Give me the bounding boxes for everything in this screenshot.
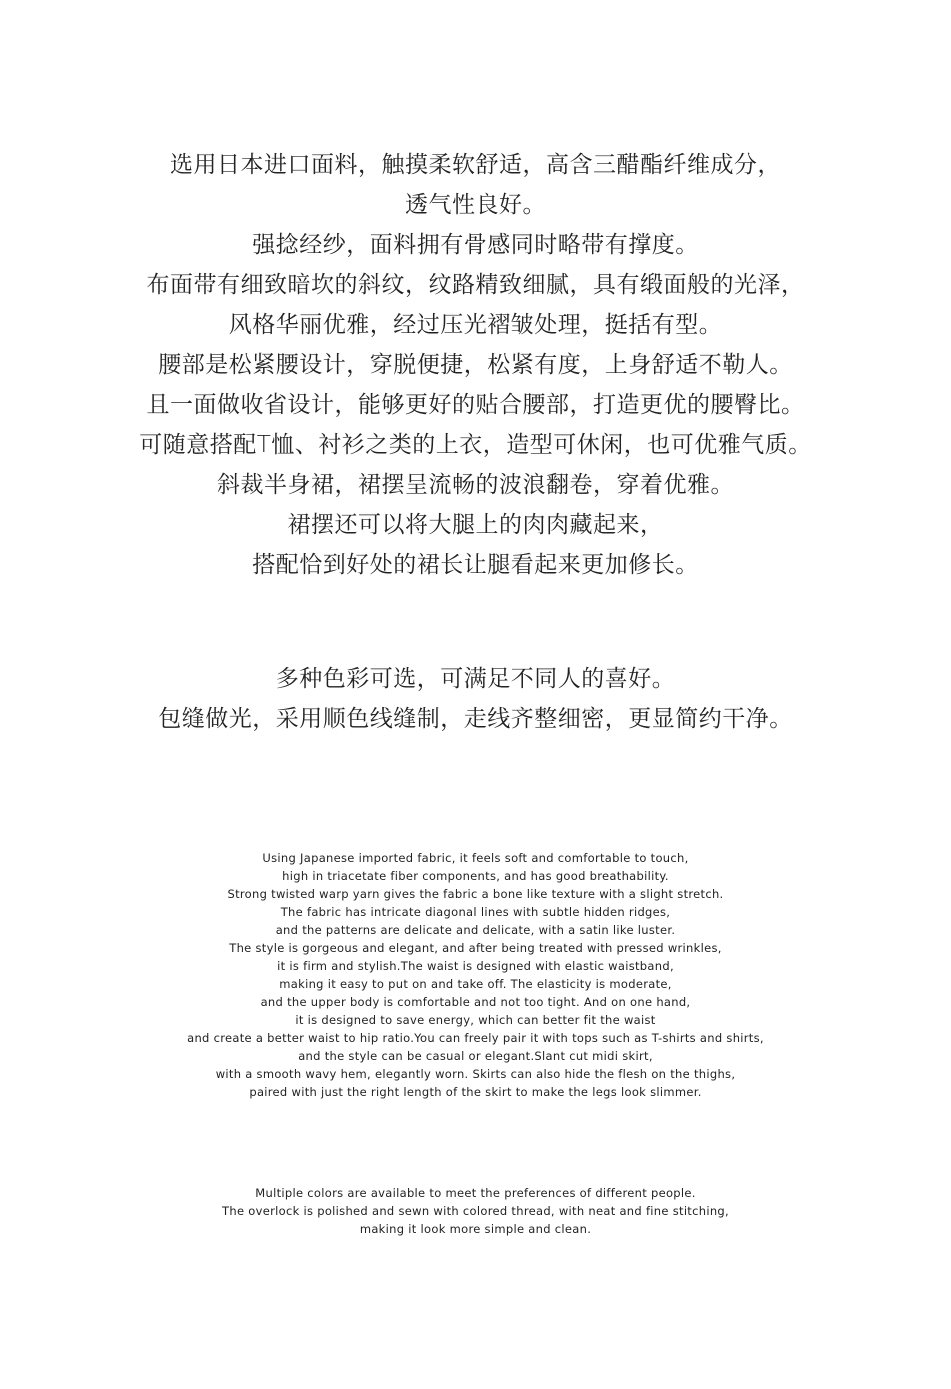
text-line: it is designed to save energy, which can better fit the waist [295, 1013, 656, 1027]
text-line: The style is gorgeous and elegant, and after being treated with pressed wrinkles, [229, 941, 722, 955]
text-line: and the upper body is comfortable and not too tight. And on one hand, [260, 995, 691, 1009]
text-line: 裙摆还可以将大腿上的肉肉藏起来， [287, 512, 664, 538]
text-line: high in triacetate fiber components, and has good breathability. [282, 869, 669, 883]
english-description-main [0, 849, 951, 1101]
text-line: it is firm and stylish.The waist is designed with elastic waistband, [277, 959, 674, 973]
text-line: The overlock is polished and sewn with colored thread, with neat and fine stitching, [222, 1204, 729, 1218]
text-line: Multiple colors are available to meet the preferences of different people. [255, 1186, 696, 1200]
text-line: 且一面做收省设计，能够更好的贴合腰部，打造更优的腰臀比。 [146, 392, 805, 418]
text-line: paired with just the right length of the skirt to make the legs look slimmer. [249, 1085, 702, 1099]
text-line: Strong twisted warp yarn gives the fabric a bone like texture with a slight stretch. [227, 887, 724, 901]
text-line: 多种色彩可选，可满足不同人的喜好。 [275, 666, 676, 692]
text-line: 可随意搭配T恤、衬衫之类的上衣，造型可休闲，也可优雅气质。 [139, 432, 812, 458]
text-line: 包缝做光，采用顺色线缝制，走线齐整细密，更显简约干净。 [158, 706, 793, 732]
text-line: 斜裁半身裙，裙摆呈流畅的波浪翻卷，穿着优雅。 [217, 472, 734, 498]
text-line: and the patterns are delicate and delicate, with a satin like luster. [275, 923, 676, 937]
chinese-description-main [0, 145, 951, 585]
text-line: 选用日本进口面料，触摸柔软舒适，高含三醋酯纤维成分， [170, 152, 781, 178]
text-line: 风格华丽优雅，经过压光褶皱处理，挺括有型。 [228, 312, 723, 338]
text-line: 搭配恰到好处的裙长让腿看起来更加修长。 [252, 552, 699, 578]
text-line: 透气性良好。 [405, 192, 546, 218]
text-line: 布面带有细致暗坎的斜纹，纹路精致细腻，具有缎面般的光泽， [146, 272, 805, 298]
text-line: with a smooth wavy hem, elegantly worn. Skirts can also hide the flesh on the thighs, [215, 1067, 736, 1081]
text-line: and the style can be casual or elegant.Slant cut midi skirt, [298, 1049, 653, 1063]
text-line: 腰部是松紧腰设计，穿脱便捷，松紧有度，上身舒适不勒人。 [158, 352, 793, 378]
text-line: making it look more simple and clean. [359, 1222, 592, 1236]
text-line: The fabric has intricate diagonal lines with subtle hidden ridges, [280, 905, 671, 919]
english-description-extra [0, 1184, 951, 1238]
text-line: Using Japanese imported fabric, it feels soft and comfortable to touch, [262, 851, 689, 865]
chinese-description-extra [0, 659, 951, 739]
text-line: and create a better waist to hip ratio.You can freely pair it with tops such as T-shirts and shirts, [187, 1031, 764, 1045]
text-line: 强捻经纱，面料拥有骨感同时略带有撑度。 [252, 232, 699, 258]
text-line: making it easy to put on and take off. The elasticity is moderate, [279, 977, 672, 991]
